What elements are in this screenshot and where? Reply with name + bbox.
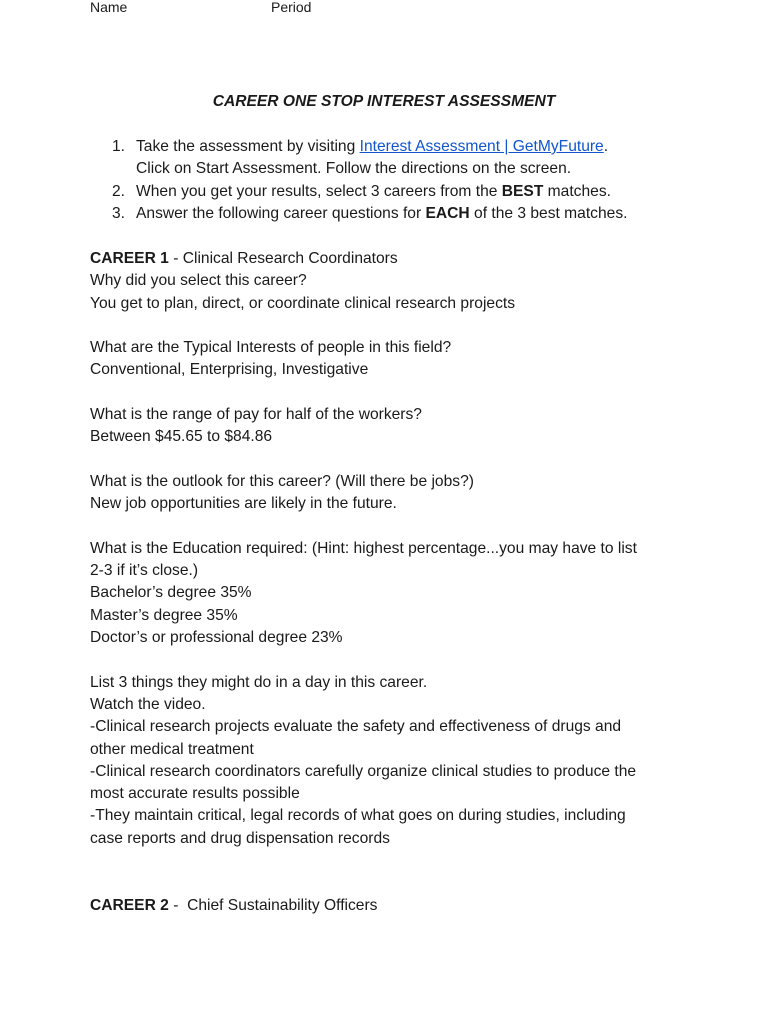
question-pay: What is the range of pay for half of the workers? — [90, 406, 422, 424]
step-number: 1. — [112, 138, 126, 155]
answer-interests: Conventional, Enterprising, Investigative — [90, 361, 369, 379]
instruction-list — [112, 136, 672, 225]
instruction-step-3 — [112, 203, 672, 225]
page-title: CAREER ONE STOP INTEREST ASSESSMENT — [212, 93, 556, 110]
step-text-line2: Click on Start Assessment. Follow the directions on the screen. — [136, 160, 572, 178]
answer-why: You get to plan, direct, or coordinate clinical research projects — [90, 294, 516, 312]
step-text: of the 3 best matches. — [469, 204, 628, 222]
step-number: 3. — [112, 204, 126, 222]
career1-separator: - — [168, 250, 183, 267]
career2-label: CAREER 2 — [90, 896, 169, 914]
step-emphasis: EACH — [425, 204, 470, 222]
step-emphasis: BEST — [501, 182, 544, 200]
career2-separator: - — [168, 896, 188, 914]
answer-pay: Between $45.65 to $84.86 — [90, 428, 273, 446]
answer-outlook: New job opportunities are likely in the future. — [90, 495, 397, 513]
question-outlook: What is the outlook for this career? (Will there be jobs?) — [90, 472, 474, 490]
task-item-cont: most accurate results possible — [90, 785, 300, 803]
watch-video-note: Watch the video. — [90, 695, 206, 713]
header-row — [90, 0, 312, 17]
step-text: . — [603, 138, 609, 155]
task-item: -Clinical research projects evaluate the safety and effectiveness of drugs and — [90, 718, 622, 736]
instruction-step-1 — [112, 136, 672, 181]
career1-name: Clinical Research Coordinators — [182, 250, 398, 267]
education-item: Master’s degree 35% — [90, 606, 238, 624]
task-item-cont: other medical treatment — [90, 740, 254, 758]
career-section — [90, 248, 680, 917]
task-item: -They maintain critical, legal records of what goes on during studies, including — [90, 807, 626, 825]
instruction-step-2 — [112, 181, 672, 203]
question-education-cont: 2-3 if it’s close.) — [90, 562, 199, 580]
question-interests: What are the Typical Interests of people in this field? — [90, 339, 452, 357]
step-number: 2. — [112, 182, 126, 200]
question-tasks: List 3 things they might do in a day in this career. — [90, 673, 428, 691]
question-education: What is the Education required: (Hint: highest percentage...you may have to list — [90, 539, 637, 557]
name-label: Name — [90, 0, 128, 15]
career1-label: CAREER 1 — [90, 250, 169, 267]
education-item: Doctor’s or professional degree 23% — [90, 629, 343, 647]
task-item: -Clinical research coordinators carefully organize clinical studies to produce the — [90, 762, 637, 780]
career2-name: Chief Sustainability Officers — [187, 896, 378, 914]
career2-heading — [90, 895, 680, 917]
task-item-cont: case reports and drug dispensation records — [90, 829, 390, 847]
education-item: Bachelor’s degree 35% — [90, 584, 252, 602]
step-text: matches. — [543, 182, 611, 200]
step-text: Answer the following career questions for — [136, 204, 426, 222]
question-why: Why did you select this career? — [90, 272, 307, 290]
career1-heading — [90, 248, 680, 270]
step-text: Take the assessment by visiting — [136, 138, 360, 155]
interest-assessment-link[interactable]: Interest Assessment | GetMyFuture — [359, 138, 604, 155]
period-label: Period — [271, 0, 312, 15]
step-text: When you get your results, select 3 careers from the — [136, 182, 502, 200]
